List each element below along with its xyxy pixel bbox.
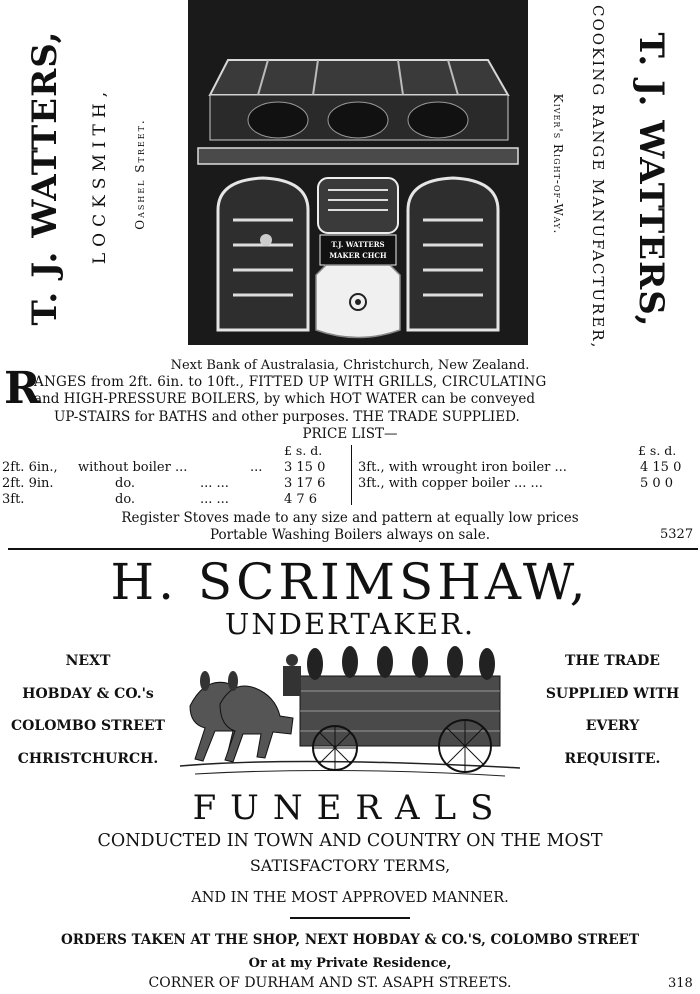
currency-header-left: £ s. d. xyxy=(284,443,323,458)
watters-right-street: Kiver's Right-of-Way. xyxy=(551,93,565,235)
approved-manner-line: AND IN THE MOST APPROVED MANNER. xyxy=(191,890,509,906)
left-block-line-2: HOBDAY & CO.'s xyxy=(22,686,154,702)
right-block-line-3: EVERY xyxy=(585,718,640,734)
price-row-left-3-price: 4 7 6 xyxy=(284,492,318,507)
scrimshaw-name: H. SCRIMSHAW, xyxy=(110,553,590,611)
conducted-line: CONDUCTED IN TOWN AND COUNTRY ON THE MOST xyxy=(97,831,603,851)
price-row-left-3-desc: do. xyxy=(115,492,136,507)
price-row-left-1-price: 3 15 0 xyxy=(284,460,326,475)
scrimshaw-trade: UNDERTAKER. xyxy=(224,607,476,641)
scrimshaw-ad-number: 318 xyxy=(668,976,693,991)
price-row-left-2-price: 3 17 6 xyxy=(284,476,326,491)
price-row-left-2-desc: do. xyxy=(115,476,136,491)
price-row-left-3-size: 3ft. xyxy=(2,492,25,507)
hearse-engraving xyxy=(175,636,525,781)
price-row-left-2-dots: ... ... xyxy=(200,476,229,491)
watters-left-name: T. J. WATTERS, xyxy=(25,30,65,326)
price-row-right-2-price: 5 0 0 xyxy=(640,476,674,491)
washing-boilers-note: Portable Washing Boilers always on sale. xyxy=(210,527,490,543)
right-block-line-2: SUPPLIED WITH xyxy=(545,686,680,702)
short-divider-rule xyxy=(290,917,410,919)
funerals-heading: FUNERALS xyxy=(192,788,508,828)
watters-left-street: Oashel Street. xyxy=(133,118,147,230)
right-block-line-4: REQUISITE. xyxy=(564,751,661,767)
left-block-line-4: CHRISTCHURCH. xyxy=(17,751,159,767)
left-block-line-3: COLOMBO STREET xyxy=(11,718,165,734)
watters-right-name: T. J. WATTERS, xyxy=(631,32,671,328)
price-column-divider xyxy=(351,445,352,505)
watters-right-trade: COOKING RANGE MANUFACTURER, xyxy=(589,5,607,350)
watters-address: Next Bank of Australasia, Christchurch, New Zealand. xyxy=(170,358,530,373)
price-row-right-2-desc: 3ft., with copper boiler ... ... xyxy=(358,476,543,491)
price-row-left-1-size: 2ft. 6in., xyxy=(2,460,58,475)
price-row-left-1-dots: ... xyxy=(250,460,263,475)
price-row-left-3-dots: ... ... xyxy=(200,492,229,507)
orders-line: ORDERS TAKEN AT THE SHOP, NEXT HOBDAY & CO.'S, COLOMBO STREET xyxy=(60,932,640,948)
cooking-range-engraving xyxy=(188,0,528,345)
currency-header-right: £ s. d. xyxy=(638,443,677,458)
engraving-plate-line1: T.J. WATTERS xyxy=(331,240,385,249)
description-line-3: UP-STAIRS for BATHS and other purposes. THE TRADE SUPPLIED. xyxy=(54,409,520,425)
watters-left-trade: LOCKSMITH, xyxy=(90,85,110,265)
corner-streets-line: CORNER OF DURHAM AND ST. ASAPH STREETS. xyxy=(148,975,512,991)
register-stoves-note: Register Stoves made to any size and pattern at equally low prices xyxy=(121,510,579,526)
price-list-heading: PRICE LIST— xyxy=(302,426,398,442)
satisfactory-terms-line: SATISFACTORY TERMS, xyxy=(249,856,451,875)
price-row-left-1-desc: without boiler ... xyxy=(78,460,188,475)
private-residence-line: Or at my Private Residence, xyxy=(248,956,452,971)
watters-ad-number: 5327 xyxy=(660,527,694,542)
right-block-line-1: THE TRADE xyxy=(565,653,660,669)
drop-cap-initial: R xyxy=(4,363,41,414)
price-row-right-1-price: 4 15 0 xyxy=(640,460,682,475)
description-line-2: and HIGH-PRESSURE BOILERS, by which HOT WATER can be conveyed xyxy=(34,391,535,407)
engraving-plate-line2: MAKER CHCH xyxy=(329,251,387,260)
description-line-1: ANGES from 2ft. 6in. to 10ft., FITTED UP WITH GRILLS, CIRCULATING xyxy=(34,374,547,390)
ad-separator-rule xyxy=(8,548,698,550)
price-row-right-1-desc: 3ft., with wrought iron boiler ... xyxy=(358,460,567,475)
left-block-line-1: NEXT xyxy=(65,653,111,669)
price-row-left-2-size: 2ft. 9in. xyxy=(2,476,54,491)
